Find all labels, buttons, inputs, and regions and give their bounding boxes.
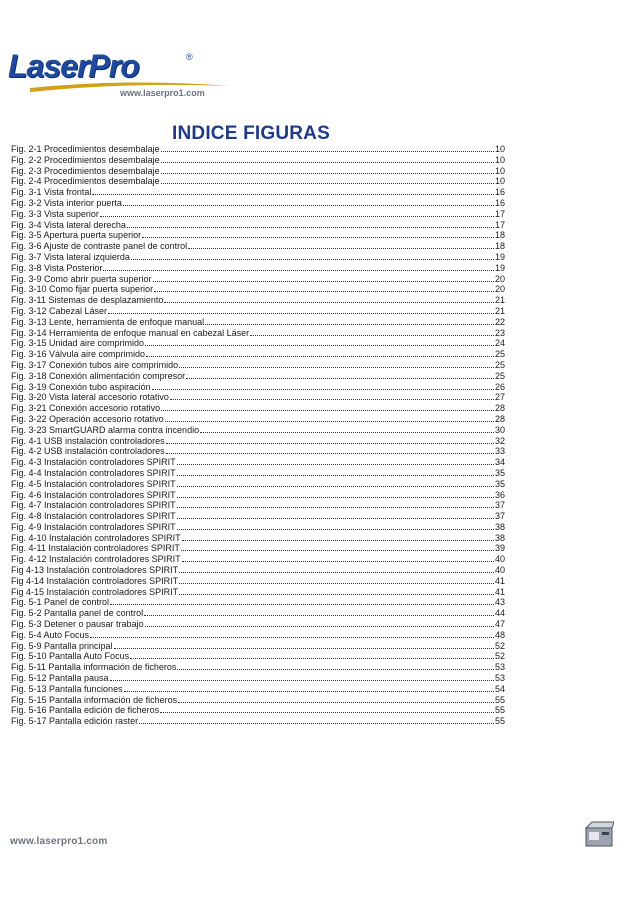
toc-entry <box>11 371 505 382</box>
toc-entry-page: 16 <box>494 187 505 198</box>
toc-entry-page: 34 <box>494 457 505 468</box>
toc-entry <box>11 392 505 403</box>
toc-entry-label: Fig. 5-2 Pantalla panel de control <box>11 608 144 619</box>
toc-entry-label: Fig. 3-8 Vista Posterior <box>11 262 103 273</box>
figure-index-list <box>11 144 505 727</box>
toc-entry <box>11 436 505 447</box>
toc-entry <box>11 695 505 706</box>
toc-entry-page: 41 <box>494 586 505 597</box>
toc-dot-leader <box>161 403 494 411</box>
toc-entry-page: 37 <box>494 500 505 511</box>
toc-dot-leader <box>179 360 494 368</box>
toc-entry-label: Fig. 3-15 Unidad aire comprimido <box>11 338 145 349</box>
toc-entry <box>11 565 505 576</box>
toc-dot-leader <box>178 695 494 703</box>
toc-entry-label: Fig. 3-11 Sistemas de desplazamiento <box>11 295 164 306</box>
toc-dot-leader <box>177 500 494 508</box>
toc-entry-page: 18 <box>494 241 505 252</box>
toc-entry-page: 18 <box>494 230 505 241</box>
toc-entry-page: 52 <box>494 640 505 651</box>
toc-dot-leader <box>179 587 494 595</box>
toc-entry-label: Fig. 4-9 Instalación controladores SPIRIT <box>11 521 176 532</box>
toc-entry-page: 40 <box>494 554 505 565</box>
toc-dot-leader <box>110 673 494 681</box>
toc-entry <box>11 608 505 619</box>
page-title: INDICE FIGURAS <box>172 123 330 144</box>
toc-entry-page: 10 <box>494 176 505 187</box>
toc-entry-label: Fig. 2-1 Procedimientos desembalaje <box>11 144 160 154</box>
toc-dot-leader <box>177 457 494 465</box>
toc-entry-label: Fig. 2-4 Procedimientos desembalaje <box>11 176 160 187</box>
toc-entry-label: Fig. 3-14 Herramienta de enfoque manual en cabezal Láser <box>11 327 250 338</box>
toc-entry-page: 16 <box>494 197 505 208</box>
toc-entry-page: 25 <box>494 349 505 360</box>
toc-entry <box>11 317 505 328</box>
toc-entry-label: Fig. 3-3 Vista superior <box>11 208 99 219</box>
toc-entry-label: Fig. 5-17 Pantalla edición raster <box>11 716 139 727</box>
toc-entry <box>11 209 505 220</box>
toc-entry-page: 10 <box>494 144 505 154</box>
toc-entry-page: 25 <box>494 359 505 370</box>
toc-dot-leader <box>127 220 494 228</box>
toc-entry <box>11 425 505 436</box>
toc-entry-label: Fig. 3-18 Conexión alimentación compresor <box>11 370 186 381</box>
toc-entry-page: 32 <box>494 435 505 446</box>
toc-entry-page: 38 <box>494 532 505 543</box>
toc-dot-leader <box>161 176 494 184</box>
toc-entry-label: Fig. 4-1 USB instalación controladores <box>11 435 165 446</box>
logo-registered-mark: ® <box>186 52 193 62</box>
laser-machine-icon <box>584 820 614 850</box>
footer-url: www.laserpro1.com <box>10 836 108 847</box>
toc-entry-label: Fig. 4-4 Instalación controladores SPIRIT <box>11 467 176 478</box>
toc-entry-page: 39 <box>494 543 505 554</box>
toc-dot-leader <box>177 511 494 519</box>
toc-entry-page: 19 <box>494 251 505 262</box>
toc-entry-page: 10 <box>494 154 505 165</box>
toc-entry <box>11 274 505 285</box>
toc-entry <box>11 522 505 533</box>
toc-entry-label: Fig. 5-15 Pantalla información de ficheros <box>11 694 178 705</box>
toc-entry-label: Fig. 4-3 Instalación controladores SPIRIT <box>11 457 176 468</box>
toc-entry-label: Fig. 3-19 Conexión tubo aspiración <box>11 381 151 392</box>
toc-entry <box>11 166 505 177</box>
toc-entry <box>11 554 505 565</box>
toc-dot-leader <box>92 187 494 195</box>
toc-entry <box>11 576 505 587</box>
toc-entry-label: Fig. 4-2 USB instalación controladores <box>11 446 165 457</box>
toc-dot-leader <box>160 705 494 713</box>
toc-entry-label: Fig. 5-1 Panel de control <box>11 597 110 608</box>
toc-entry <box>11 220 505 231</box>
toc-dot-leader <box>161 155 494 163</box>
toc-entry-page: 37 <box>494 511 505 522</box>
toc-entry <box>11 705 505 716</box>
toc-entry <box>11 414 505 425</box>
toc-dot-leader <box>124 684 494 692</box>
toc-entry-page: 55 <box>494 694 505 705</box>
toc-dot-leader <box>165 414 494 422</box>
toc-entry-label: Fig. 3-5 Apertura puerta superior <box>11 230 142 241</box>
toc-dot-leader <box>200 425 494 433</box>
toc-dot-leader <box>110 597 494 605</box>
toc-entry-page: 43 <box>494 597 505 608</box>
toc-entry <box>11 651 505 662</box>
toc-dot-leader <box>179 565 494 573</box>
toc-entry-label: Fig. 5-13 Pantalla funciones <box>11 683 123 694</box>
toc-entry-label: Fig. 3-9 Como abrir puerta superior <box>11 273 152 284</box>
toc-entry <box>11 187 505 198</box>
toc-entry-label: Fig. 3-17 Conexión tubos aire comprimido <box>11 359 179 370</box>
toc-entry <box>11 241 505 252</box>
toc-entry-label: Fig. 4-5 Instalación controladores SPIRIT <box>11 478 176 489</box>
toc-entry <box>11 587 505 598</box>
toc-entry-label: Fig. 4-10 Instalación controladores SPIRIT <box>11 532 181 543</box>
toc-dot-leader <box>145 338 494 346</box>
toc-entry-page: 22 <box>494 316 505 327</box>
toc-entry <box>11 641 505 652</box>
toc-entry-label: Fig. 2-2 Procedimientos desembalaje <box>11 154 160 165</box>
toc-dot-leader <box>142 230 494 238</box>
toc-dot-leader <box>108 306 494 314</box>
toc-entry <box>11 403 505 414</box>
toc-entry-label: Fig. 4-6 Instalación controladores SPIRIT <box>11 489 176 500</box>
toc-entry-page: 21 <box>494 295 505 306</box>
toc-dot-leader <box>130 651 494 659</box>
toc-entry <box>11 716 505 727</box>
logo-url: www.laserpro1.com <box>120 88 205 98</box>
toc-dot-leader <box>164 295 494 303</box>
toc-entry-label: Fig. 4-11 Instalación controladores SPIRIT <box>11 543 180 554</box>
toc-entry-label: Fig. 3-1 Vista frontal <box>11 187 92 198</box>
toc-entry-page: 26 <box>494 381 505 392</box>
toc-dot-leader <box>177 490 494 498</box>
toc-entry-label: Fig. 3-21 Conexión accesorio rotativo <box>11 403 161 414</box>
toc-entry-page: 48 <box>494 629 505 640</box>
toc-dot-leader <box>144 608 494 616</box>
toc-dot-leader <box>179 576 494 584</box>
logo-wordmark: LaserPro <box>8 48 139 84</box>
toc-dot-leader <box>103 263 494 271</box>
toc-dot-leader <box>186 371 494 379</box>
toc-dot-leader <box>152 382 494 390</box>
toc-entry <box>11 479 505 490</box>
toc-entry <box>11 360 505 371</box>
toc-entry <box>11 543 505 554</box>
toc-entry-label: Fig. 5-3 Detener o pausar trabajo <box>11 619 144 630</box>
toc-dot-leader <box>182 533 494 541</box>
toc-entry-page: 35 <box>494 478 505 489</box>
toc-entry <box>11 252 505 263</box>
toc-dot-leader <box>153 274 494 282</box>
toc-entry-label: Fig. 5-16 Pantalla edición de ficheros <box>11 705 160 716</box>
toc-dot-leader <box>161 144 494 152</box>
toc-entry-label: Fig. 3-13 Lente, herramienta de enfoque manual <box>11 316 205 327</box>
toc-entry-page: 24 <box>494 338 505 349</box>
toc-dot-leader <box>188 241 494 249</box>
toc-entry-label: Fig. 3-10 Como fijar puerta superior <box>11 284 154 295</box>
toc-entry-label: Fig. 5-11 Pantalla información de ficheros <box>11 662 177 673</box>
toc-entry <box>11 198 505 209</box>
toc-entry-page: 38 <box>494 521 505 532</box>
toc-entry-label: Fig. 4-8 Instalación controladores SPIRIT <box>11 511 176 522</box>
toc-entry-page: 27 <box>494 392 505 403</box>
toc-entry <box>11 619 505 630</box>
toc-entry-page: 25 <box>494 370 505 381</box>
toc-entry-page: 20 <box>494 284 505 295</box>
toc-dot-leader <box>170 392 494 400</box>
toc-dot-leader <box>250 328 494 336</box>
toc-entry <box>11 662 505 673</box>
toc-entry-label: Fig. 3-4 Vista lateral derecha <box>11 219 126 230</box>
toc-entry-label: Fig. 3-20 Vista lateral accesorio rotativo <box>11 392 169 403</box>
toc-dot-leader <box>182 554 494 562</box>
toc-dot-leader <box>161 166 494 174</box>
toc-entry <box>11 490 505 501</box>
toc-entry-page: 30 <box>494 424 505 435</box>
toc-dot-leader <box>166 436 494 444</box>
toc-dot-leader <box>100 209 494 217</box>
toc-dot-leader <box>177 662 494 670</box>
toc-entry-page: 55 <box>494 716 505 727</box>
toc-entry-label: Fig. 3-6 Ajuste de contraste panel de control <box>11 241 188 252</box>
toc-entry <box>11 382 505 393</box>
toc-entry <box>11 144 505 155</box>
toc-entry-label: Fig. 5-4 Auto Focus <box>11 629 90 640</box>
toc-entry <box>11 295 505 306</box>
toc-entry-page: 53 <box>494 662 505 673</box>
toc-entry-label: Fig 4-14 Instalación controladores SPIRIT <box>11 575 179 586</box>
toc-dot-leader <box>146 349 494 357</box>
toc-dot-leader <box>131 252 494 260</box>
toc-entry <box>11 457 505 468</box>
toc-entry-page: 41 <box>494 575 505 586</box>
toc-entry <box>11 533 505 544</box>
toc-entry-label: Fig. 4-7 Instalación controladores SPIRIT <box>11 500 176 511</box>
toc-entry-label: Fig. 3-12 Cabezal Láser <box>11 305 108 316</box>
toc-entry-label: Fig. 5-12 Pantalla pausa <box>11 673 109 684</box>
toc-entry-page: 21 <box>494 305 505 316</box>
toc-dot-leader <box>154 284 494 292</box>
toc-entry-page: 19 <box>494 262 505 273</box>
toc-entry <box>11 500 505 511</box>
toc-entry-label: Fig 4-13 Instalación controladores SPIRIT <box>11 565 179 576</box>
toc-entry-page: 47 <box>494 619 505 630</box>
toc-entry-page: 20 <box>494 273 505 284</box>
toc-entry <box>11 597 505 608</box>
toc-dot-leader <box>205 317 494 325</box>
toc-entry <box>11 230 505 241</box>
toc-dot-leader <box>177 522 494 530</box>
toc-entry-page: 53 <box>494 673 505 684</box>
toc-entry-page: 17 <box>494 219 505 230</box>
toc-entry <box>11 284 505 295</box>
toc-dot-leader <box>114 641 494 649</box>
toc-entry-page: 10 <box>494 165 505 176</box>
toc-entry-page: 54 <box>494 683 505 694</box>
toc-entry-page: 17 <box>494 208 505 219</box>
toc-entry <box>11 349 505 360</box>
toc-dot-leader <box>145 619 494 627</box>
toc-entry <box>11 684 505 695</box>
toc-entry-label: Fig. 3-7 Vista lateral izquierda <box>11 251 130 262</box>
toc-entry <box>11 673 505 684</box>
toc-entry-page: 52 <box>494 651 505 662</box>
toc-dot-leader <box>123 198 494 206</box>
toc-entry-label: Fig. 2-3 Procedimientos desembalaje <box>11 165 160 176</box>
toc-entry-page: 23 <box>494 327 505 338</box>
toc-entry <box>11 155 505 166</box>
toc-entry-page: 33 <box>494 446 505 457</box>
toc-entry-label: Fig 4-15 Instalación controladores SPIRIT <box>11 586 179 597</box>
toc-entry <box>11 176 505 187</box>
toc-entry-label: Fig. 3-2 Vista interior puerta <box>11 197 122 208</box>
toc-entry <box>11 338 505 349</box>
toc-entry-page: 35 <box>494 467 505 478</box>
toc-entry <box>11 306 505 317</box>
toc-entry <box>11 630 505 641</box>
toc-entry <box>11 468 505 479</box>
toc-entry <box>11 511 505 522</box>
toc-entry-page: 44 <box>494 608 505 619</box>
toc-dot-leader <box>139 716 494 724</box>
toc-entry-label: Fig. 3-16 Válvula aire comprimido <box>11 349 146 360</box>
toc-entry-label: Fig. 5-10 Pantalla Auto Focus <box>11 651 130 662</box>
toc-entry <box>11 446 505 457</box>
toc-entry-label: Fig. 4-12 Instalación controladores SPIRIT <box>11 554 181 565</box>
toc-dot-leader <box>181 543 494 551</box>
toc-entry-label: Fig. 3-23 SmartGUARD alarma contra incendio <box>11 424 200 435</box>
toc-entry-label: Fig. 3-22 Operación accesorio rotativo <box>11 413 164 424</box>
toc-entry-page: 40 <box>494 565 505 576</box>
toc-entry <box>11 328 505 339</box>
toc-entry-page: 36 <box>494 489 505 500</box>
toc-entry <box>11 263 505 274</box>
toc-entry-page: 55 <box>494 705 505 716</box>
toc-dot-leader <box>177 479 494 487</box>
toc-entry-page: 28 <box>494 413 505 424</box>
toc-dot-leader <box>166 446 494 454</box>
toc-entry-page: 28 <box>494 403 505 414</box>
toc-entry-label: Fig. 5-9 Pantalla principal <box>11 640 113 651</box>
toc-dot-leader <box>177 468 494 476</box>
toc-dot-leader <box>90 630 494 638</box>
laserpro-logo <box>8 48 248 108</box>
